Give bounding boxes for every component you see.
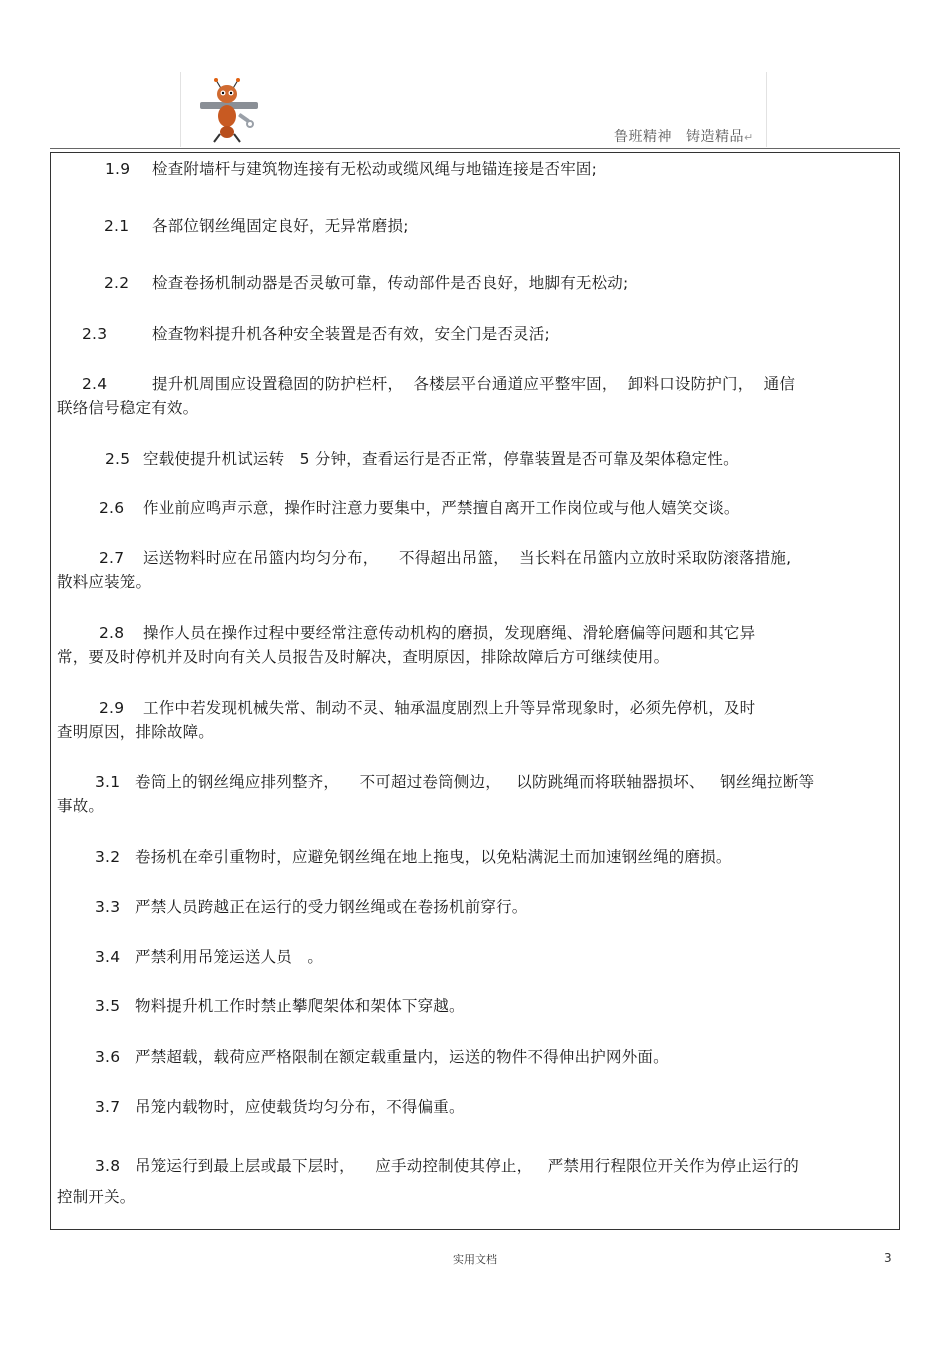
item-line-1 — [57, 372, 893, 396]
header-slogan — [614, 126, 754, 146]
item-2-7 — [57, 546, 893, 594]
item-number: 3.3 — [95, 898, 121, 916]
slogan-right: 铸造精品 — [686, 129, 744, 145]
item-3-4 — [57, 945, 893, 969]
item-text-line-1: 操作人员在操作过程中要经常注意传动机构的磨损，发现磨绳、滑轮磨偏等问题和其它异 — [143, 624, 756, 642]
item-text: 检查物料提升机各种安全装置是否有效，安全门是否灵活; — [152, 325, 550, 343]
footer-label: 实用文档 — [453, 1253, 497, 1266]
item-2-4 — [57, 372, 893, 420]
item-line-1 — [57, 621, 893, 645]
item-text-line-1: 吊笼运行到最上层或最下层时， 应手动控制使其停止， 严禁用行程限位开关作为停止运行的 — [135, 1157, 799, 1175]
item-number: 3.2 — [95, 848, 121, 866]
item-line-1 — [57, 770, 893, 794]
item-text: 卷扬机在牵引重物时，应避免钢丝绳在地上拖曳，以免粘满泥土而加速钢丝绳的磨损。 — [135, 848, 732, 866]
item-3-1 — [57, 770, 893, 818]
item-text: 物料提升机工作时禁止攀爬架体和架体下穿越。 — [135, 997, 465, 1015]
item-2-9 — [57, 696, 893, 744]
item-line-1 — [57, 696, 893, 720]
item-number: 2.6 — [99, 499, 125, 517]
item-text: 作业前应鸣声示意，操作时注意力要集中，严禁擅自离开工作岗位或与他人嬉笑交谈。 — [143, 499, 740, 517]
item-number: 3.5 — [95, 997, 121, 1015]
item-text-line-2: 散料应装笼。 — [57, 573, 152, 591]
item-2-1 — [57, 214, 893, 238]
item-number: 3.7 — [95, 1098, 121, 1116]
item-text: 各部位钢丝绳固定良好，无异常磨损; — [152, 217, 409, 235]
item-1-9 — [57, 157, 893, 181]
item-line-1 — [57, 546, 893, 570]
item-number: 3.4 — [95, 948, 121, 966]
item-text-line-2: 联络信号稳定有效。 — [57, 399, 199, 417]
item-text-line-2: 事故。 — [57, 797, 105, 815]
page-number: 3 — [884, 1251, 892, 1265]
item-2-2 — [57, 271, 893, 295]
item-text: 严禁超载，载荷应严格限制在额定载重量内，运送的物件不得伸出护网外面。 — [135, 1048, 669, 1066]
item-text: 严禁人员跨越正在运行的受力钢丝绳或在卷扬机前穿行。 — [135, 898, 528, 916]
item-number: 2.8 — [99, 624, 125, 642]
item-number: 2.9 — [99, 699, 125, 717]
item-3-5 — [57, 994, 893, 1018]
item-text: 吊笼内载物时，应使载货均匀分布，不得偏重。 — [135, 1098, 465, 1116]
item-3-8 — [57, 1151, 893, 1213]
item-3-3 — [57, 895, 893, 919]
item-number: 2.4 — [82, 375, 108, 393]
item-number: 2.1 — [104, 217, 130, 235]
item-number: 2.7 — [99, 549, 125, 567]
item-text-line-2: 查明原因，排除故障。 — [57, 723, 215, 741]
item-number: 3.8 — [95, 1157, 121, 1175]
item-3-6 — [57, 1045, 893, 1069]
item-text: 严禁利用吊笼运送人员 。 — [135, 948, 324, 966]
ant-mascot-logo — [198, 76, 260, 144]
header-rule — [50, 148, 900, 149]
item-number: 3.6 — [95, 1048, 121, 1066]
item-text-line-1: 提升机周围应设置稳固的防护栏杆， 各楼层平台通道应平整牢固， 卸料口设防护门， 通信 — [152, 375, 796, 393]
item-2-3 — [57, 322, 893, 346]
item-number: 2.5 — [105, 450, 131, 468]
item-text-line-2: 常，要及时停机并及时向有关人员报告及时解决，查明原因，排除故障后方可继续使用。 — [57, 648, 670, 666]
item-number: 1.9 — [105, 160, 131, 178]
item-3-7 — [57, 1095, 893, 1119]
item-text: 检查附墙杆与建筑物连接有无松动或缆风绳与地锚连接是否牢固; — [152, 160, 598, 178]
return-mark-icon: ↵ — [744, 131, 754, 144]
item-2-8 — [57, 621, 893, 669]
item-text-line-1: 工作中若发现机械失常、制动不灵、轴承温度剧烈上升等异常现象时，必须先停机，及时 — [143, 699, 756, 717]
item-text-line-2: 控制开关。 — [57, 1188, 136, 1206]
item-text: 检查卷扬机制动器是否灵敏可靠，传动部件是否良好，地脚有无松动; — [152, 274, 629, 292]
item-number: 2.3 — [82, 325, 108, 343]
item-text-line-1: 卷筒上的钢丝绳应排列整齐， 不可超过卷筒侧边， 以防跳绳而将联轴器损坏、 钢丝绳拉断等 — [135, 773, 815, 791]
item-2-5 — [57, 447, 893, 471]
item-text-line-1: 运送物料时应在吊篮内均匀分布， 不得超出吊篮， 当长料在吊篮内立放时采取防滚落措施, — [143, 549, 792, 567]
item-line-1 — [57, 1151, 893, 1182]
item-3-2 — [57, 845, 893, 869]
slogan-left: 鲁班精神 — [614, 129, 672, 145]
item-number: 3.1 — [95, 773, 121, 791]
item-number: 2.2 — [104, 274, 130, 292]
item-2-6 — [57, 496, 893, 520]
item-text: 空载使提升机试运转 5 分钟，查看运行是否正常，停靠装置是否可靠及架体稳定性。 — [143, 450, 739, 468]
